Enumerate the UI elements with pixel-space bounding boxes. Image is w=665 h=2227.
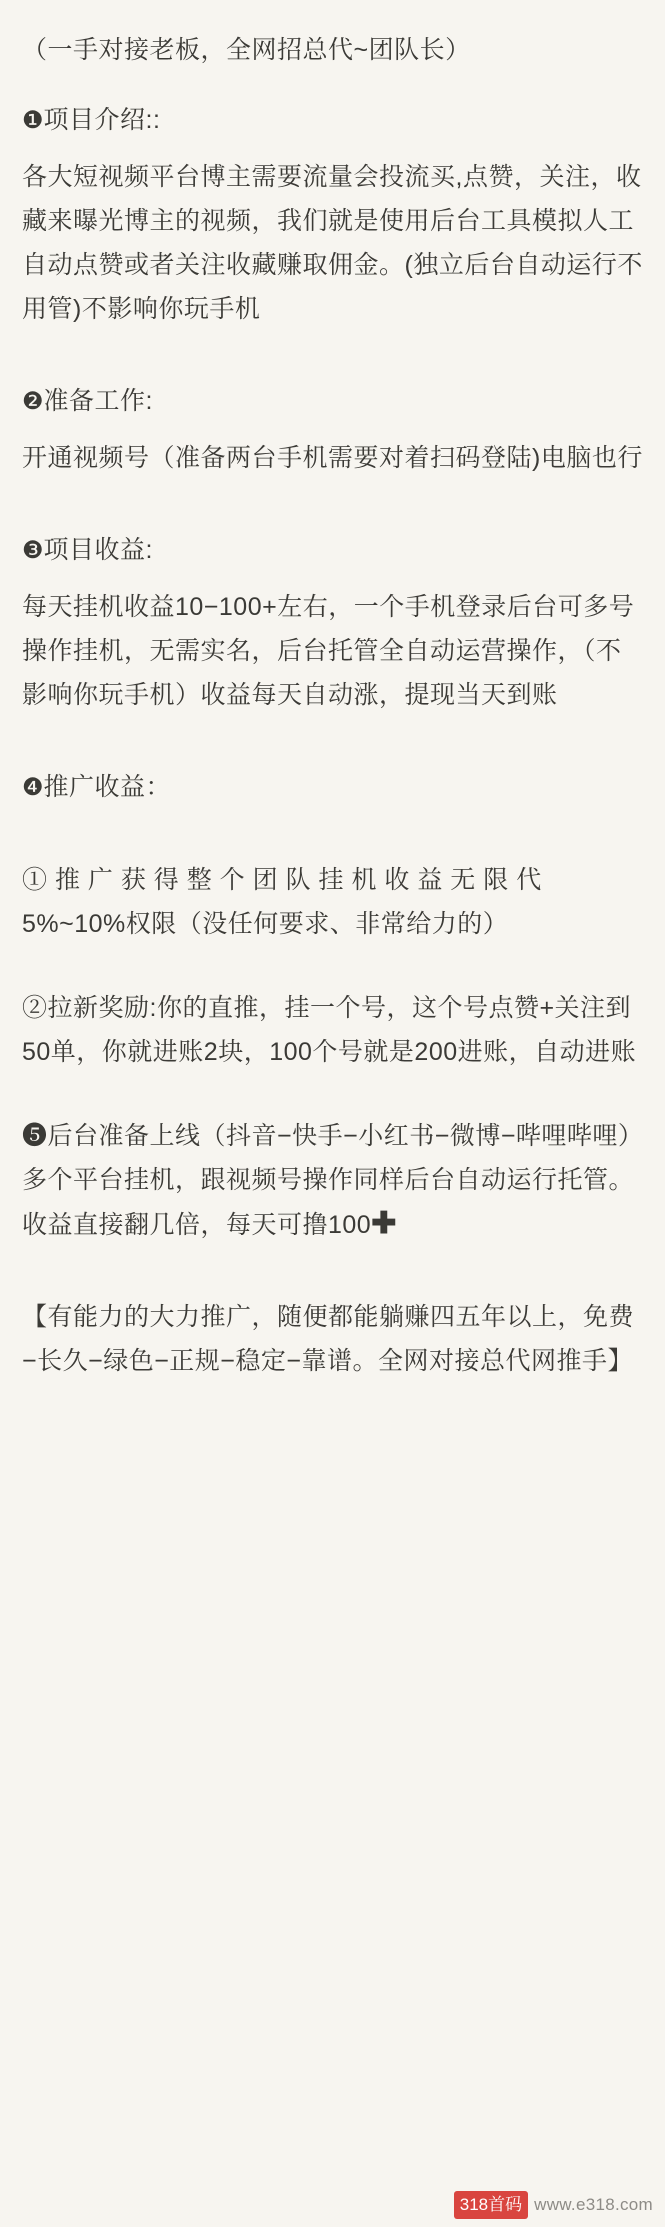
document-content — [22, 28, 643, 1383]
section-number-3: ❸ — [22, 537, 44, 564]
promo-item-2: ②拉新奖励:你的直推，挂一个号，这个号点赞+关注到50单，你就进账2块，100个号就是200进账，自动进账 — [22, 994, 637, 1066]
plus-icon: ✚ — [371, 1207, 397, 1240]
section-number-5: ❺ — [22, 1122, 48, 1150]
section-income-label: 项目收益: — [43, 536, 153, 564]
section-promotion-label: 推广收益： — [43, 773, 172, 801]
section-number-2: ❷ — [22, 388, 44, 415]
watermark-url: www.e318.com — [534, 2195, 653, 2214]
section-promotion-title — [22, 765, 643, 810]
section-upcoming-platforms — [22, 1114, 643, 1247]
section-project-intro-label: 项目介绍:: — [43, 106, 161, 134]
section-promotion — [22, 765, 643, 810]
footer-note: 【有能力的大力推广，随便都能躺赚四五年以上，免费−长久−绿色−正规−稳定−靠谱。全网对接总代网推手】 — [22, 1303, 635, 1375]
watermark-badge: 318首码 — [454, 2191, 528, 2219]
section-project-intro-body: 各大短视频平台博主需要流量会投流买,点赞，关注，收藏来曝光博主的视频，我们就是使用后台工具模拟人工自动点赞或者关注收藏赚取佣金。(独立后台自动运行不用管)不影响你玩手机 — [22, 163, 643, 323]
watermark — [454, 2191, 653, 2219]
section-number-1: ❶ — [22, 107, 44, 134]
promo-item-1: ① 推 广 获 得 整 个 团 队 挂 机 收 益 无 限 代 5%~10%权限（没任何要求、非常给力的） — [22, 866, 542, 938]
section-preparation-body: 开通视频号（准备两台手机需要对着扫码登陆)电脑也行 — [22, 444, 643, 472]
section-upcoming-platforms-text: 后台准备上线（抖音−快手−小红书−微博−哔哩哔哩）多个平台挂机，跟视频号操作同样后台自动运行托管。收益直接翻几倍，每天可撸100 — [22, 1122, 635, 1239]
section-income — [22, 528, 643, 717]
section-preparation — [22, 379, 643, 480]
headline-text: （一手对接老板，全网招总代~团队长） — [22, 36, 471, 64]
section-income-title — [22, 528, 643, 573]
section-preparation-label: 准备工作: — [43, 387, 153, 415]
section-project-intro — [22, 98, 643, 331]
section-project-intro-title — [22, 98, 643, 143]
section-preparation-title — [22, 379, 643, 424]
section-income-body: 每天挂机收益10−100+左右，一个手机登录后台可多号操作挂机，无需实名，后台托管全自动运营操作，（不影响你玩手机）收益每天自动涨，提现当天到账 — [22, 593, 635, 709]
section-number-4: ❹ — [22, 774, 44, 801]
